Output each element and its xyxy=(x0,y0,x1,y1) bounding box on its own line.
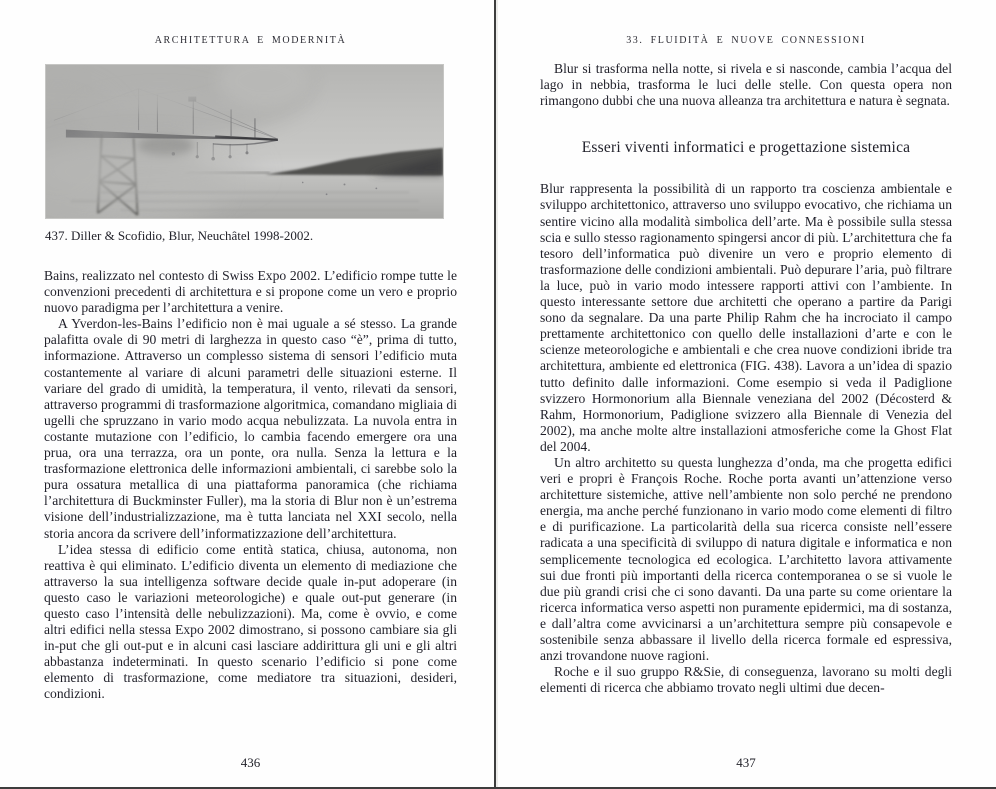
figure-caption: 437. Diller & Scofidio, Blur, Neuchâtel 1998-2002. xyxy=(45,228,314,243)
left-page xyxy=(44,0,457,789)
body-paragraph: L’idea stessa di edificio come entità statica, chiusa, autonoma, non reattiva è qui eliminato. L’edificio diventa un elemento di mediazione che attraverso la sua intelligenza software decide quale in-put adoperare (in questo caso le variazioni meteorologiche) e quale out-put generare (in questo caso l’intensità delle nebulizzazioni). Ma, come è ovvio, e come altri edifici nella stessa Expo 2002 dimostrano, si possono cambiare sia gli in-put che gli out-put e in alcuni casi lasciare addirittura gli uni e gli altri abbastanza indeterminati. In questo scenario l’edificio si pone come elemento di trasformazione, come mediatore tra situazioni, desideri, condizioni. xyxy=(44,541,457,702)
page-number-left: 436 xyxy=(240,755,261,770)
body-paragraph: Bains, realizzato nel contesto di Swiss Expo 2002. L’edificio rompe tutte le convenzioni precedenti di architettura e si propone come un vero e proprio nuovo paradigma per l’architettura a venire. xyxy=(44,268,457,316)
right-page xyxy=(540,0,952,789)
blur-building-figure xyxy=(45,64,444,244)
body-paragraph: Un altro architetto su questa lunghezza d’onda, ma che progetta edifici veri e propri è François Roche. Roche porta avanti un’attenzione verso architetture sistemiche, attive nell’ambiente non solo perché ne prendono energia, ma anche perché funzionano in vario modo come elementi di filtro e di purificazione. La particolarità della sua ricerca consiste nell’essere radicata a una specificità di sviluppo di natura digitale e informatica e non semplicemente tecnologica ed ecologica. L’architetto lavora attivamente sui due fronti più importanti della ricerca contemporanea o se si vuole le due più grandi crisi che ci sono davanti. Da una parte su come orientare la ricerca informatica verso aspetti non puramente epidermici, ma di sostanza, e dall’altra come avvicinarsi a un’architettura sempre più consapevole e sostenibile senza abbassare il livello della ricerca formale ed espressiva, anzi trovandone nuove ragioni. xyxy=(540,454,952,664)
running-head-left: ARCHITETTURA E MODERNITÀ xyxy=(154,35,347,46)
blur-building-photo xyxy=(45,64,444,219)
body-paragraph: Roche e il suo gruppo R&Sie, di conseguenza, lavorano su molti degli elementi di ricerca che abbiamo trovato negli ultimi due decen- xyxy=(540,664,952,696)
running-head-right: 33. FLUIDITÀ E NUOVE CONNESSIONI xyxy=(626,35,866,46)
page-divider-highlight xyxy=(496,0,498,789)
body-paragraph: Blur si trasforma nella notte, si rivela e si nasconde, cambia l’acqua del lago in nebbia, trasforma le luci delle stelle. Con questa opera non rimangono dubbi che una nuova alleanza tra architettura e natura è segnata. xyxy=(540,61,952,109)
right-page-body xyxy=(540,61,952,696)
page-number-right: 437 xyxy=(736,755,756,770)
body-paragraph: A Yverdon-les-Bains l’edificio non è mai uguale a sé stesso. La grande palafitta ovale di 90 metri di larghezza in questo caso “è”, prima di tutto, informazione. Attraverso un complesso sistema di sensori l’edificio muta costantemente al variare di alcuni parametri delle situazioni esterne. Il variare del grado di umidità, la temperatura, il vento, rilevati da sensori, attraverso programmi di trasformazione algoritmica, comandano migliaia di ugelli che spruzzano in vario modo acqua nebulizzata. La nuvola entra in costante mutazione con l’edificio, lo cambia facendo emergere ora una prua, ora una terrazza, ora un ponte, ora nulla. Senza la lettura e la trasformazione elettronica delle informazioni ambientali, ci sarebbe solo la pura ossatura metallica di una piattaforma panoramica (che richiama l’architettura di Buckminster Fuller), ma la storia di Blur non è un’estrema visione dell’industrializzazione, ma è tutta lanciata nel XXI secolo, nella storia ancora da scrivere dell’informatizzazione dell’architettura. xyxy=(44,316,457,541)
left-page-body xyxy=(44,268,457,703)
body-paragraph: Blur rappresenta la possibilità di un rapporto tra coscienza ambientale e sviluppo architettonico, attraverso uno sviluppo evocativo, che richiama un sentire vicino alla modalità simbolica dell’arte. Ma è possibile sulla stessa scia e sullo stesso ragionamento spingersi ancor di più. L’architettura che fa tesoro dell’informatica può divenire un vero e proprio elemento di trasformazione delle condizioni ambientali. Può depurare l’aria, può filtrare la luce, può in vario modo intessere rapporti attivi con l’ambiente. In questo interessante settore due architetti che operano a partire da Parigi sono da segnalare. Da una parte Philip Rahm che ha incrociato il campo prettamente architettonico con quello delle installazioni d’arte e con le scienze meteorologiche e ambientali e che crea nuove condizioni ibride tra architettura, ambiente ed elettronica (FIG. 438). Lavora a un’idea di spazio tutto definito dalle informazioni. Come esempio si veda il Padiglione svizzero Hormonorium alla Biennale veneziana del 2002 (Décosterd & Rahm, Hormonorium, Padiglione svizzero alla Biennale di Venezia del 2002), ma anche molte altre installazioni atmosferiche come la Ghost Flat del 2004. xyxy=(540,181,952,454)
section-heading: Esseri viventi informatici e progettazione sistemica xyxy=(581,139,911,157)
